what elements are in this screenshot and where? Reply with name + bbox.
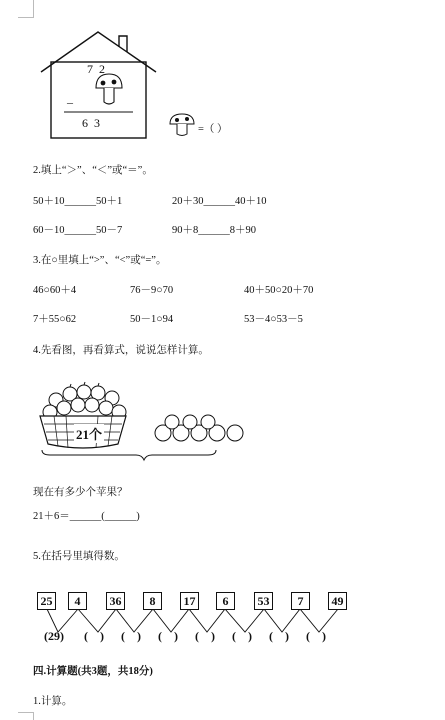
number-box-6: 6: [216, 592, 235, 610]
q5-title: 5.在括号里填得数。: [33, 551, 125, 562]
q4-question: 现在有多少个苹果？: [33, 487, 128, 498]
q3-row2-col1[interactable]: 7＋55○62: [33, 314, 77, 325]
section4-title: 四.计算题(共3题，共18分): [33, 666, 153, 677]
number-box-5: 17: [180, 592, 199, 610]
q3-row2-col3[interactable]: 53－4○53－5: [244, 314, 303, 325]
number-box-4: 8: [143, 592, 162, 610]
q4-formula[interactable]: 21＋6＝______(______): [33, 511, 140, 522]
q2-row2-left[interactable]: 60－10______50－7: [33, 225, 123, 236]
q3-row1-col1[interactable]: 46○60＋4: [33, 285, 77, 296]
answer-paren-7[interactable]: ( ): [269, 629, 289, 643]
q4-title: 4.先看图，再看算式，说说怎样计算。: [33, 345, 209, 356]
number-box-3: 36: [106, 592, 125, 610]
answer-paren-2[interactable]: ( ): [84, 629, 104, 643]
house-result-number: 6 3: [82, 116, 100, 130]
answer-paren-3[interactable]: ( ): [121, 629, 141, 643]
q3-row2-col2[interactable]: 50－1○94: [130, 314, 174, 325]
number-box-1: 25: [37, 592, 56, 610]
number-box-2: 4: [68, 592, 87, 610]
q2-row1-left[interactable]: 50＋10______50＋1: [33, 196, 123, 207]
number-box-8: 7: [291, 592, 310, 610]
q2-row2-right[interactable]: 90＋8______8＋90: [172, 225, 256, 236]
house-minus-sign: –: [67, 95, 73, 109]
answer-paren-6[interactable]: ( ): [232, 629, 252, 643]
answer-paren-4[interactable]: ( ): [158, 629, 178, 643]
section4-q1: 1.计算。: [33, 696, 73, 707]
q3-row1-col2[interactable]: 76－9○70: [130, 285, 174, 296]
q2-title: 2.填上“＞”、“＜”或“＝”。: [33, 165, 153, 176]
basket-count-label: 21个: [74, 424, 104, 443]
answer-paren-5[interactable]: ( ): [195, 629, 215, 643]
answer-paren-1: (29): [44, 629, 64, 643]
number-box-9: 49: [328, 592, 347, 610]
q3-title: 3.在○里填上“>”、“<”或“=”。: [33, 255, 167, 266]
q3-row1-col3[interactable]: 40＋50○20＋70: [244, 285, 314, 296]
q2-row1-right[interactable]: 20＋30______40＋10: [172, 196, 267, 207]
number-box-7: 53: [254, 592, 273, 610]
house-top-number: 7 2: [87, 62, 105, 76]
mushroom-answer[interactable]: =（ ）: [198, 124, 228, 135]
answer-paren-8[interactable]: ( ): [306, 629, 326, 643]
